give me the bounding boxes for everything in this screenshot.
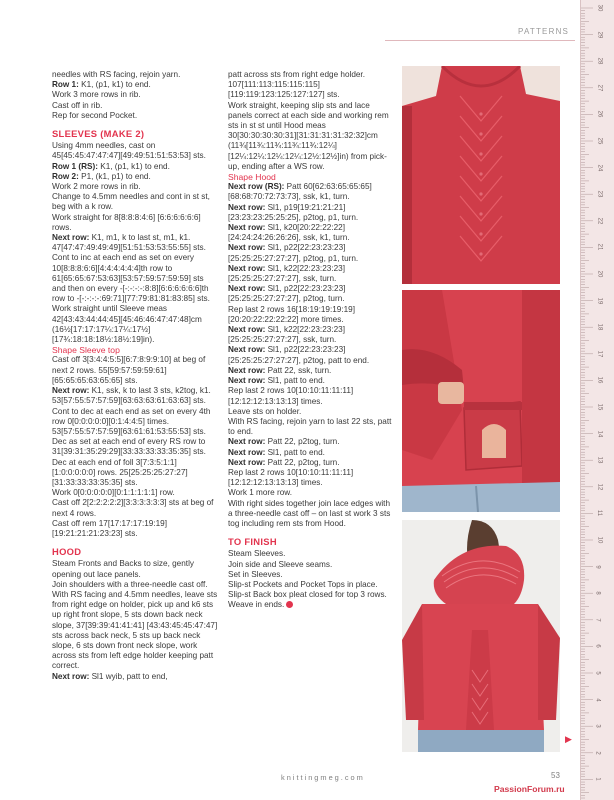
- instruction-line: [52, 519, 218, 539]
- instruction-text: Cast off 3[3:4:4:5:5][6:7:8:9:9:10] at beg of next 2 rows. 55[59:57:59:59:61] [65:65:65:63:65:65] sts.: [52, 355, 208, 385]
- instruction-line: [52, 213, 218, 233]
- ruler-number: 23: [596, 190, 603, 198]
- instruction-label: Next row:: [228, 325, 266, 335]
- column-left: [52, 70, 218, 682]
- instruction-label: Next row:: [228, 243, 266, 253]
- page-number: 53: [551, 771, 560, 780]
- instruction-text: Sl1 wyib, patt to end,: [89, 671, 168, 681]
- pocket-instructions: [52, 70, 218, 121]
- sleeves-heading: SLEEVES (MAKE 2): [52, 128, 145, 140]
- instruction-label: Next row:: [228, 345, 266, 355]
- instruction-line: [52, 253, 218, 304]
- footer-website: knittingmeg.com: [281, 773, 365, 782]
- to-finish-instructions: [228, 549, 394, 610]
- instruction-text: Cast off 2[2:2:2:2:2][3:3:3:3:3:3] sts at beg of next 4 rows.: [52, 498, 216, 518]
- instruction-label: Row 2:: [52, 171, 79, 181]
- ruler-number: 12: [596, 483, 603, 491]
- hood-instructions: [52, 559, 218, 681]
- instruction-line: [228, 325, 394, 345]
- instruction-text: Using 4mm needles, cast on 45[45:45:47:47:47][49:49:51:51:53:53] sts.: [52, 141, 206, 161]
- instruction-line: [228, 580, 394, 590]
- instruction-label: Next row:: [228, 263, 266, 273]
- instruction-text: K1, (p1, k1) to end.: [97, 161, 170, 171]
- instruction-text: K1, (p1, k1) to end.: [78, 80, 151, 90]
- instruction-text: K1, ssk, k to last 3 sts, k2tog, k1. 53[57:55:57:57:59][63:63:63:61:63:63] sts.: [52, 386, 214, 406]
- instruction-line: [228, 488, 394, 498]
- instruction-line: [228, 70, 394, 101]
- instruction-text: Slip-st Pockets and Pocket Tops in place.: [228, 579, 378, 589]
- instruction-line: [52, 141, 218, 161]
- instruction-line: [52, 355, 218, 386]
- instruction-line: [228, 560, 394, 570]
- instruction-text: Sl1, p19[19:21:21:21] [23:23:23:25:25:25], p2tog, p1, turn.: [228, 202, 359, 222]
- instruction-line: [52, 559, 218, 579]
- instruction-text: Steam Sleeves.: [228, 549, 286, 559]
- shape-hood-instructions: [228, 182, 394, 529]
- instruction-text: Sl1, p22[22:23:23:23] [25:25:25:27:27:27], p2tog, p1, turn.: [228, 243, 359, 263]
- instruction-label: Next row:: [52, 233, 90, 243]
- instruction-line: [52, 590, 218, 672]
- instruction-line: [228, 345, 394, 365]
- ruler-number: 9: [594, 564, 601, 569]
- instruction-text: Work straight for 8[8:8:8:4:6] [6:6:6:6:6:6] rows.: [52, 212, 203, 232]
- instruction-line: [228, 203, 394, 223]
- instruction-label: Next row:: [52, 671, 90, 681]
- instruction-label: Next row:: [228, 202, 266, 212]
- instruction-text: Rep last 2 rows 16[18:19:19:19:19] [20:20:22:22:22:22] more times.: [228, 304, 358, 324]
- instruction-text: Work 2 more rows in rib.: [52, 182, 141, 192]
- instruction-text: With right sides together join lace edges with a three-needle cast off – on last st work 3 sts tog including rem sts from Hood.: [228, 498, 393, 528]
- to-finish-heading: TO FINISH: [228, 536, 277, 548]
- instruction-line: [228, 570, 394, 580]
- instruction-label: Next row:: [52, 386, 90, 396]
- ruler-number: 25: [596, 137, 603, 145]
- instruction-line: [228, 590, 394, 600]
- instruction-label: Next row:: [228, 376, 266, 386]
- instruction-line: [52, 192, 218, 212]
- instruction-line: [52, 498, 218, 518]
- instruction-text: Join side and Sleeve seams.: [228, 559, 333, 569]
- instruction-text: Leave sts on holder.: [228, 406, 302, 416]
- instruction-label: Next row:: [228, 447, 266, 457]
- sweater-back-hood-image: [402, 520, 560, 752]
- instruction-line: [52, 101, 218, 111]
- instruction-text: Cont to dec at each end as set on every 4th row 0[0:0:0:0:0][0:1:4:4:5] times. 53[57:55:57:57:59][63:61:61:53:55:53] sts.: [52, 406, 213, 436]
- ruler-number: 19: [596, 297, 603, 304]
- instruction-label: Next row:: [228, 365, 266, 375]
- ruler-number: 6: [594, 644, 601, 649]
- instruction-line: [52, 580, 218, 590]
- instruction-text: Patt 22, p2tog, turn.: [265, 437, 340, 447]
- instruction-line: [52, 488, 218, 498]
- ruler-number: 10: [596, 536, 603, 544]
- instruction-text: Set in Sleeves.: [228, 569, 283, 579]
- shape-sleeve-top-instructions: [52, 355, 218, 539]
- instruction-text: Patt 22, ssk, turn.: [265, 365, 332, 375]
- instruction-text: Cast off in rib.: [52, 100, 103, 110]
- ruler-ticks: [581, 0, 614, 800]
- sleeves-instructions: [52, 141, 218, 345]
- instruction-line: [228, 417, 394, 437]
- instruction-text: Sl1, p22[22:23:23:23] [25:25:25:27:27:27], p2tog, patt to end.: [228, 345, 370, 365]
- instruction-label: Row 1:: [52, 80, 79, 90]
- instruction-label: Next row:: [228, 437, 266, 447]
- ruler-number: 17: [596, 350, 603, 358]
- instruction-text: K1, m1, k to last st, m1, k1. 47[47:47:49:49:49][51:51:53:53:55:55] sts.: [52, 233, 206, 253]
- instruction-text: Dec as set at each end of every RS row to 31[39:31:35:29:29][33:33:33:33:35:35] sts.: [52, 437, 208, 457]
- sweater-front-lace-image: [402, 66, 560, 284]
- instruction-line: [52, 458, 218, 489]
- instruction-text: Cast off rem 17[17:17:17:19:19] [19:21:21:21:23:23] sts.: [52, 518, 170, 538]
- instruction-line: [228, 182, 394, 202]
- instruction-line: [52, 233, 218, 253]
- end-heart-icon: [286, 601, 293, 608]
- instruction-text: Weave in ends.: [228, 600, 285, 610]
- instruction-line: [228, 468, 394, 488]
- hood-continued-instructions: [228, 70, 394, 172]
- instruction-label: Next row:: [228, 457, 266, 467]
- ruler-number: 1: [594, 777, 601, 782]
- instruction-text: With RS facing and 4.5mm needles, leave sts from right edge on holder, pick up and k6 sts up right front slope, 5 sts down back neck slope, 37[39:39:41:41:41] [43:43:45:45:47:47] sts across back neck, 5 sts up back neck slope, 6 sts down front neck slope, work across sts from left edge holder keeping patt correct.: [52, 589, 220, 671]
- instruction-line: [228, 264, 394, 284]
- instruction-line: [52, 672, 218, 682]
- ruler-number: 18: [596, 323, 603, 331]
- instruction-line: [52, 172, 218, 182]
- instruction-label: Next row:: [228, 223, 266, 233]
- instruction-text: Work straight until Sleeve meas 42[43:43:44:44:45][45:46:46:47:47:48]cm (16½[17:17:17¼:17¼:17½] [17¾:18:18:18½:18½:19]in).: [52, 304, 205, 345]
- photo-sweater-pocket: [402, 290, 560, 512]
- ruler-number: 15: [596, 403, 603, 411]
- instruction-line: [228, 223, 394, 243]
- instruction-line: [228, 437, 394, 447]
- instruction-line: [228, 499, 394, 530]
- instruction-line: [52, 80, 218, 90]
- instruction-line: [52, 162, 218, 172]
- ruler-number: 3: [594, 724, 601, 728]
- ruler-number: 4: [594, 697, 601, 702]
- instruction-line: [52, 386, 218, 406]
- hood-heading: HOOD: [52, 546, 82, 558]
- column-middle: [228, 70, 394, 611]
- ruler-number: 22: [596, 217, 603, 225]
- instruction-text: Slip-st Back box pleat closed for top 3 rows.: [228, 590, 387, 600]
- instruction-text: Work 1 more row.: [228, 488, 292, 498]
- instruction-text: Change to 4.5mm needles and cont in st st, beg with a k row.: [52, 192, 213, 212]
- instruction-line: [52, 407, 218, 438]
- instruction-line: [52, 70, 218, 80]
- instruction-text: patt across sts from right edge holder. 107[111:113:115:115:115] [119:119:123:125:127:127] sts.: [228, 70, 368, 100]
- instruction-text: Sl1, k22[22:23:23:23] [25:25:25:27:27:27], ssk, turn.: [228, 263, 348, 284]
- instruction-text: Rep for second Pocket.: [52, 110, 138, 120]
- ruler-number: 7: [594, 618, 601, 622]
- instruction-line: [52, 90, 218, 100]
- instruction-line: [228, 448, 394, 458]
- instruction-line: [228, 386, 394, 406]
- instruction-label: Next row:: [228, 284, 266, 294]
- ruler-number: 24: [596, 164, 603, 171]
- photo-sweater-front-lace: [402, 66, 560, 284]
- instruction-line: [52, 111, 218, 121]
- instruction-line: [228, 549, 394, 559]
- instruction-line: [228, 407, 394, 417]
- instruction-text: Work straight, keeping slip sts and lace panels correct at each side and working rem sts in st st until Hood meas 30[30:30:30:30:31][31:31:31:31:32:32]cm (11¾[11¾:11¾:11¾:11¾:12¼] [12¼:12¼:12¼:12¼:12½:12½]in) from pick-up, ending after a WS row.: [228, 100, 391, 171]
- ruler-number: 8: [594, 591, 601, 595]
- instruction-text: P1, (k1, p1) to end.: [78, 171, 151, 181]
- instruction-line: [52, 182, 218, 192]
- ruler-number: 20: [596, 270, 603, 278]
- instruction-text: Rep last 2 rows 10[10:10:11:11:11] [12:12:12:13:13:13] times.: [228, 467, 356, 488]
- shape-sleeve-top-heading: Shape Sleeve top: [52, 345, 120, 356]
- instruction-text: needles with RS facing, rejoin yarn.: [52, 70, 181, 79]
- instruction-text: Work 3 more rows in rib.: [52, 90, 141, 100]
- page-turn-arrow-icon: ▶: [565, 734, 572, 744]
- instruction-text: Patt 22, p2tog, turn.: [265, 457, 340, 467]
- instruction-text: Rep last 2 rows 10[10:10:11:11:11] [12:12:12:13:13:13] times.: [228, 386, 356, 406]
- photo-sweater-back-hood: [402, 520, 560, 752]
- instruction-label: Next row (RS):: [228, 182, 285, 192]
- instruction-text: Work 0[0:0:0:0:0][0:1:1:1:1:1] row.: [52, 488, 175, 498]
- instruction-line: [228, 458, 394, 468]
- instruction-text: Join shoulders with a three-needle cast off.: [52, 579, 208, 589]
- ruler-number: 30: [596, 4, 603, 12]
- instruction-text: Sl1, k20[20:22:22:22] [24:24:24:26:26:26], ssk, k1, turn.: [228, 223, 350, 243]
- ruler-number: 14: [596, 430, 603, 437]
- ruler-number: 11: [596, 510, 603, 517]
- instruction-line: [52, 437, 218, 457]
- instruction-text: Steam Fronts and Backs to size, gently opening out lace panels.: [52, 559, 197, 579]
- instruction-text: Sl1, patt to end.: [265, 376, 325, 386]
- instruction-line: [228, 376, 394, 386]
- instruction-text: Sl1, patt to end.: [265, 447, 325, 457]
- ruler-number: 27: [596, 84, 603, 92]
- ruler-number: 29: [596, 31, 603, 38]
- instruction-text: With RS facing, rejoin yarn to last 22 sts, patt to end.: [228, 416, 394, 437]
- header-divider: [385, 40, 575, 41]
- watermark: PassionForum.ru: [494, 784, 565, 794]
- instruction-label: Row 1 (RS):: [52, 161, 98, 171]
- shape-hood-heading: Shape Hood: [228, 172, 276, 183]
- ruler-number: 13: [596, 456, 603, 464]
- ruler-number: 16: [596, 377, 603, 384]
- instruction-line: [228, 101, 394, 172]
- ruler-number: 28: [596, 57, 603, 65]
- instruction-text: Dec at each end of foll 3[7:3:5:1:1] [1:0:0:0:0:0] rows. 25[25:25:25:27:27] [31:33:33:33:35:35] sts.: [52, 457, 190, 487]
- instruction-text: Sl1, p22[22:23:23:23] [25:25:25:27:27:27], p2tog, turn.: [228, 284, 348, 304]
- instruction-line: [228, 600, 394, 610]
- ruler-number: 26: [596, 111, 603, 118]
- instruction-text: Cont to inc at each end as set on every 10[8:8:8:6:6][4:4:4:4:4:4]th row to 61[65:65:67:53:63][53:57:59:57:59:59] sts and then on every -[-:-:-:-:8:8][6:6:6:6:6:6]th row to -[-:-:-:-:69:71][77:79:81:81:83:85] sts.: [52, 253, 211, 304]
- ruler-number: 5: [594, 671, 601, 675]
- section-label: PATTERNS: [518, 27, 570, 36]
- instruction-text: Sl1, k22[22:23:23:23] [25:25:25:27:27:27], ssk, turn.: [228, 325, 348, 345]
- sweater-pocket-image: [402, 290, 560, 512]
- ruler-number: 21: [596, 244, 603, 251]
- instruction-text: Patt 60[62:63:65:65:65] [68:68:70:72:73:73], ssk, k1, turn.: [228, 182, 375, 202]
- instruction-line: [228, 305, 394, 325]
- ruler-number: 2: [594, 751, 601, 755]
- instruction-line: [52, 304, 218, 345]
- instruction-line: [228, 366, 394, 376]
- instruction-line: [228, 284, 394, 304]
- measurement-ruler: [580, 0, 614, 800]
- instruction-line: [228, 243, 394, 263]
